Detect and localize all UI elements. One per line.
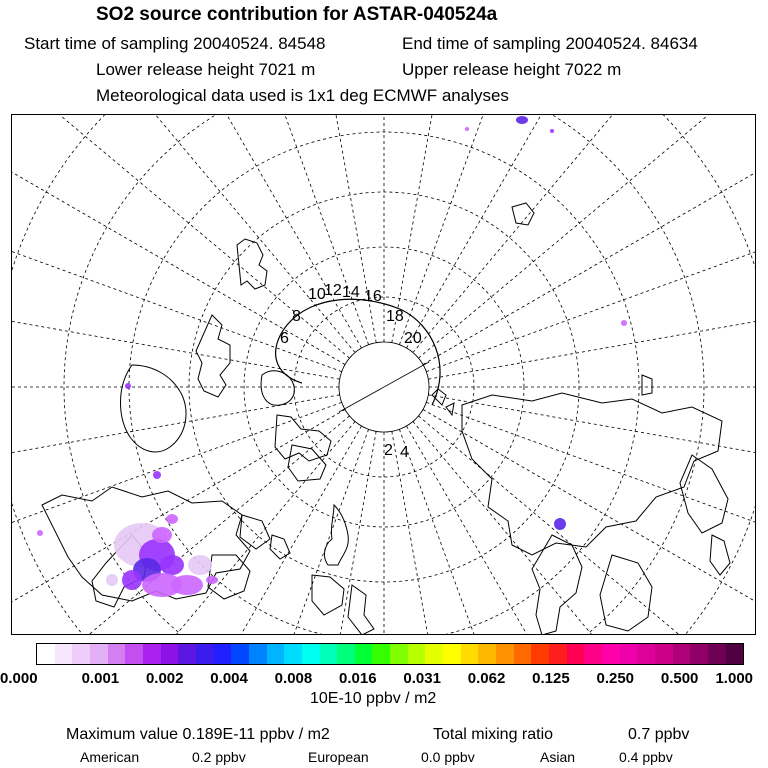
colorbar-tick-label: 0.250 bbox=[596, 670, 635, 687]
colorbar-tick-label: 0.125 bbox=[532, 670, 570, 687]
meridian-line bbox=[413, 115, 755, 353]
total-mixing-value: 0.7 ppbv bbox=[628, 726, 690, 743]
colorbar-segment bbox=[196, 644, 214, 664]
colorbar-segment bbox=[602, 644, 620, 664]
trajectory-label: 12 bbox=[324, 282, 342, 299]
colorbar-segment bbox=[637, 644, 655, 664]
colorbar-segment bbox=[584, 644, 602, 664]
colorbar-segment bbox=[620, 644, 638, 664]
asian-value: 0.4 ppbv bbox=[619, 749, 673, 765]
trajectory-label: 4 bbox=[400, 444, 409, 461]
meridian-line bbox=[413, 421, 755, 634]
colorbar-segment bbox=[673, 644, 691, 664]
asian-label: Asian bbox=[540, 749, 576, 765]
meridian-line bbox=[426, 402, 755, 634]
meridian-line bbox=[399, 429, 691, 634]
plume-patch bbox=[550, 129, 554, 133]
trajectory-label: 16 bbox=[364, 288, 382, 305]
colorbar-segment bbox=[214, 644, 232, 664]
meridian-line bbox=[428, 395, 755, 543]
american-label: American bbox=[80, 749, 140, 765]
american-value: 0.2 ppbv bbox=[192, 749, 246, 765]
trajectory-label: 10 bbox=[308, 286, 326, 303]
colorbar-segment bbox=[655, 644, 673, 664]
colorbar-tick-label: 0.062 bbox=[467, 670, 506, 687]
meridian-line bbox=[12, 410, 345, 635]
plume-patch bbox=[125, 383, 131, 389]
colorbar-tick-label: 0.000 bbox=[0, 670, 38, 687]
meridian-line bbox=[228, 115, 376, 343]
plume-patch bbox=[122, 570, 142, 590]
meridian-line bbox=[399, 115, 691, 345]
total-mixing-label: Total mixing ratio bbox=[433, 726, 554, 743]
meridian-line bbox=[423, 115, 755, 365]
plume-patch bbox=[621, 320, 627, 326]
meridian-line bbox=[12, 115, 355, 353]
meridian-line bbox=[418, 115, 755, 358]
colorbar-segment bbox=[320, 644, 338, 664]
colorbar-segment bbox=[302, 644, 320, 664]
colorbar-segment bbox=[726, 644, 744, 664]
trajectory-label: 20 bbox=[404, 330, 422, 347]
trajectory-label: 6 bbox=[280, 330, 289, 347]
colorbar-segment bbox=[337, 644, 355, 664]
colorbar-tick-label: 0.002 bbox=[145, 670, 184, 687]
colorbar-tick-label: 1.000 bbox=[715, 670, 754, 687]
meridian-line bbox=[12, 115, 362, 348]
colorbar-tick-label: 0.031 bbox=[403, 670, 441, 687]
colorbar-tick-label: 0.001 bbox=[81, 670, 120, 687]
colorbar-segment bbox=[478, 644, 496, 664]
upper-release-height-label: Upper release height 7022 m bbox=[402, 60, 622, 79]
colorbar-segment bbox=[549, 644, 567, 664]
plume-patch bbox=[166, 514, 178, 524]
plume-patch bbox=[206, 576, 218, 584]
meridian-line bbox=[12, 416, 350, 634]
colorbar-segment bbox=[249, 644, 267, 664]
colorbar-segment bbox=[708, 644, 726, 664]
plume-patch bbox=[160, 555, 184, 575]
colorbar-segment bbox=[461, 644, 479, 664]
colorbar-segment bbox=[267, 644, 285, 664]
plume-patch bbox=[171, 575, 203, 595]
meridian-line bbox=[423, 410, 755, 635]
colorbar-unit-label: 10E-10 ppbv / m2 bbox=[310, 690, 437, 707]
end-time-label: End time of sampling 20040524. 84634 bbox=[402, 34, 698, 53]
colorbar-tick-label: 0.004 bbox=[210, 670, 248, 687]
met-data-label: Meteorological data used is 1x1 deg ECMWF analyses bbox=[96, 86, 509, 105]
plume-patch bbox=[37, 530, 43, 536]
polar-map bbox=[11, 114, 756, 635]
meridian-line bbox=[407, 115, 756, 348]
plume-patch bbox=[152, 527, 172, 543]
colorbar-segment bbox=[408, 644, 426, 664]
colorbar-segment bbox=[284, 644, 302, 664]
colorbar-segment bbox=[125, 644, 143, 664]
colorbar-tick-label: 0.016 bbox=[339, 670, 377, 687]
colorbar-segment bbox=[143, 644, 161, 664]
colorbar bbox=[36, 643, 744, 665]
colorbar-segment bbox=[443, 644, 461, 664]
colorbar-segment bbox=[425, 644, 443, 664]
colorbar-segment bbox=[108, 644, 126, 664]
trajectory-label: 8 bbox=[292, 308, 301, 325]
colorbar-tick-label: 0.008 bbox=[274, 670, 313, 687]
colorbar-segment bbox=[690, 644, 708, 664]
map-canvas bbox=[12, 115, 755, 634]
colorbar-segment bbox=[178, 644, 196, 664]
meridian-line bbox=[76, 115, 368, 345]
colorbar-segment bbox=[90, 644, 108, 664]
meridian-line bbox=[12, 115, 345, 365]
european-value: 0.0 ppbv bbox=[421, 749, 475, 765]
lower-release-height-label: Lower release height 7021 m bbox=[96, 60, 316, 79]
plume-patch bbox=[153, 471, 161, 479]
meridian-line bbox=[12, 426, 362, 634]
meridian-line bbox=[12, 421, 355, 634]
max-value-label: Maximum value 0.189E-11 ppbv / m2 bbox=[66, 726, 330, 743]
colorbar-segment bbox=[567, 644, 585, 664]
colorbar-tick-label: 0.500 bbox=[660, 670, 699, 687]
plume-patch bbox=[188, 555, 212, 575]
plume-patch bbox=[465, 127, 469, 131]
meridian-line bbox=[12, 231, 340, 379]
colorbar-segment bbox=[37, 644, 55, 664]
colorbar-segment bbox=[496, 644, 514, 664]
colorbar-segment bbox=[514, 644, 532, 664]
meridian-line bbox=[418, 416, 755, 634]
colorbar-segment bbox=[72, 644, 90, 664]
plume-patch bbox=[516, 116, 528, 124]
trajectory-label: 2 bbox=[384, 442, 393, 459]
meridian-line bbox=[12, 115, 342, 372]
colorbar-segment bbox=[161, 644, 179, 664]
colorbar-segment bbox=[355, 644, 373, 664]
colorbar-segment bbox=[55, 644, 73, 664]
colorbar-segment bbox=[372, 644, 390, 664]
meridian-line bbox=[392, 115, 540, 343]
plume-patch bbox=[106, 574, 118, 586]
meridian-line bbox=[428, 231, 755, 379]
colorbar-segment bbox=[531, 644, 549, 664]
colorbar-segment bbox=[390, 644, 408, 664]
colorbar-segment bbox=[231, 644, 249, 664]
meridian-line bbox=[426, 115, 755, 372]
trajectory-label: 14 bbox=[342, 284, 360, 301]
chart-title: SO2 source contribution for ASTAR-040524a bbox=[96, 4, 498, 25]
trajectory-label: 18 bbox=[386, 308, 404, 325]
european-label: European bbox=[308, 749, 369, 765]
plume-patch bbox=[554, 518, 566, 530]
start-time-label: Start time of sampling 20040524. 84548 bbox=[24, 34, 326, 53]
